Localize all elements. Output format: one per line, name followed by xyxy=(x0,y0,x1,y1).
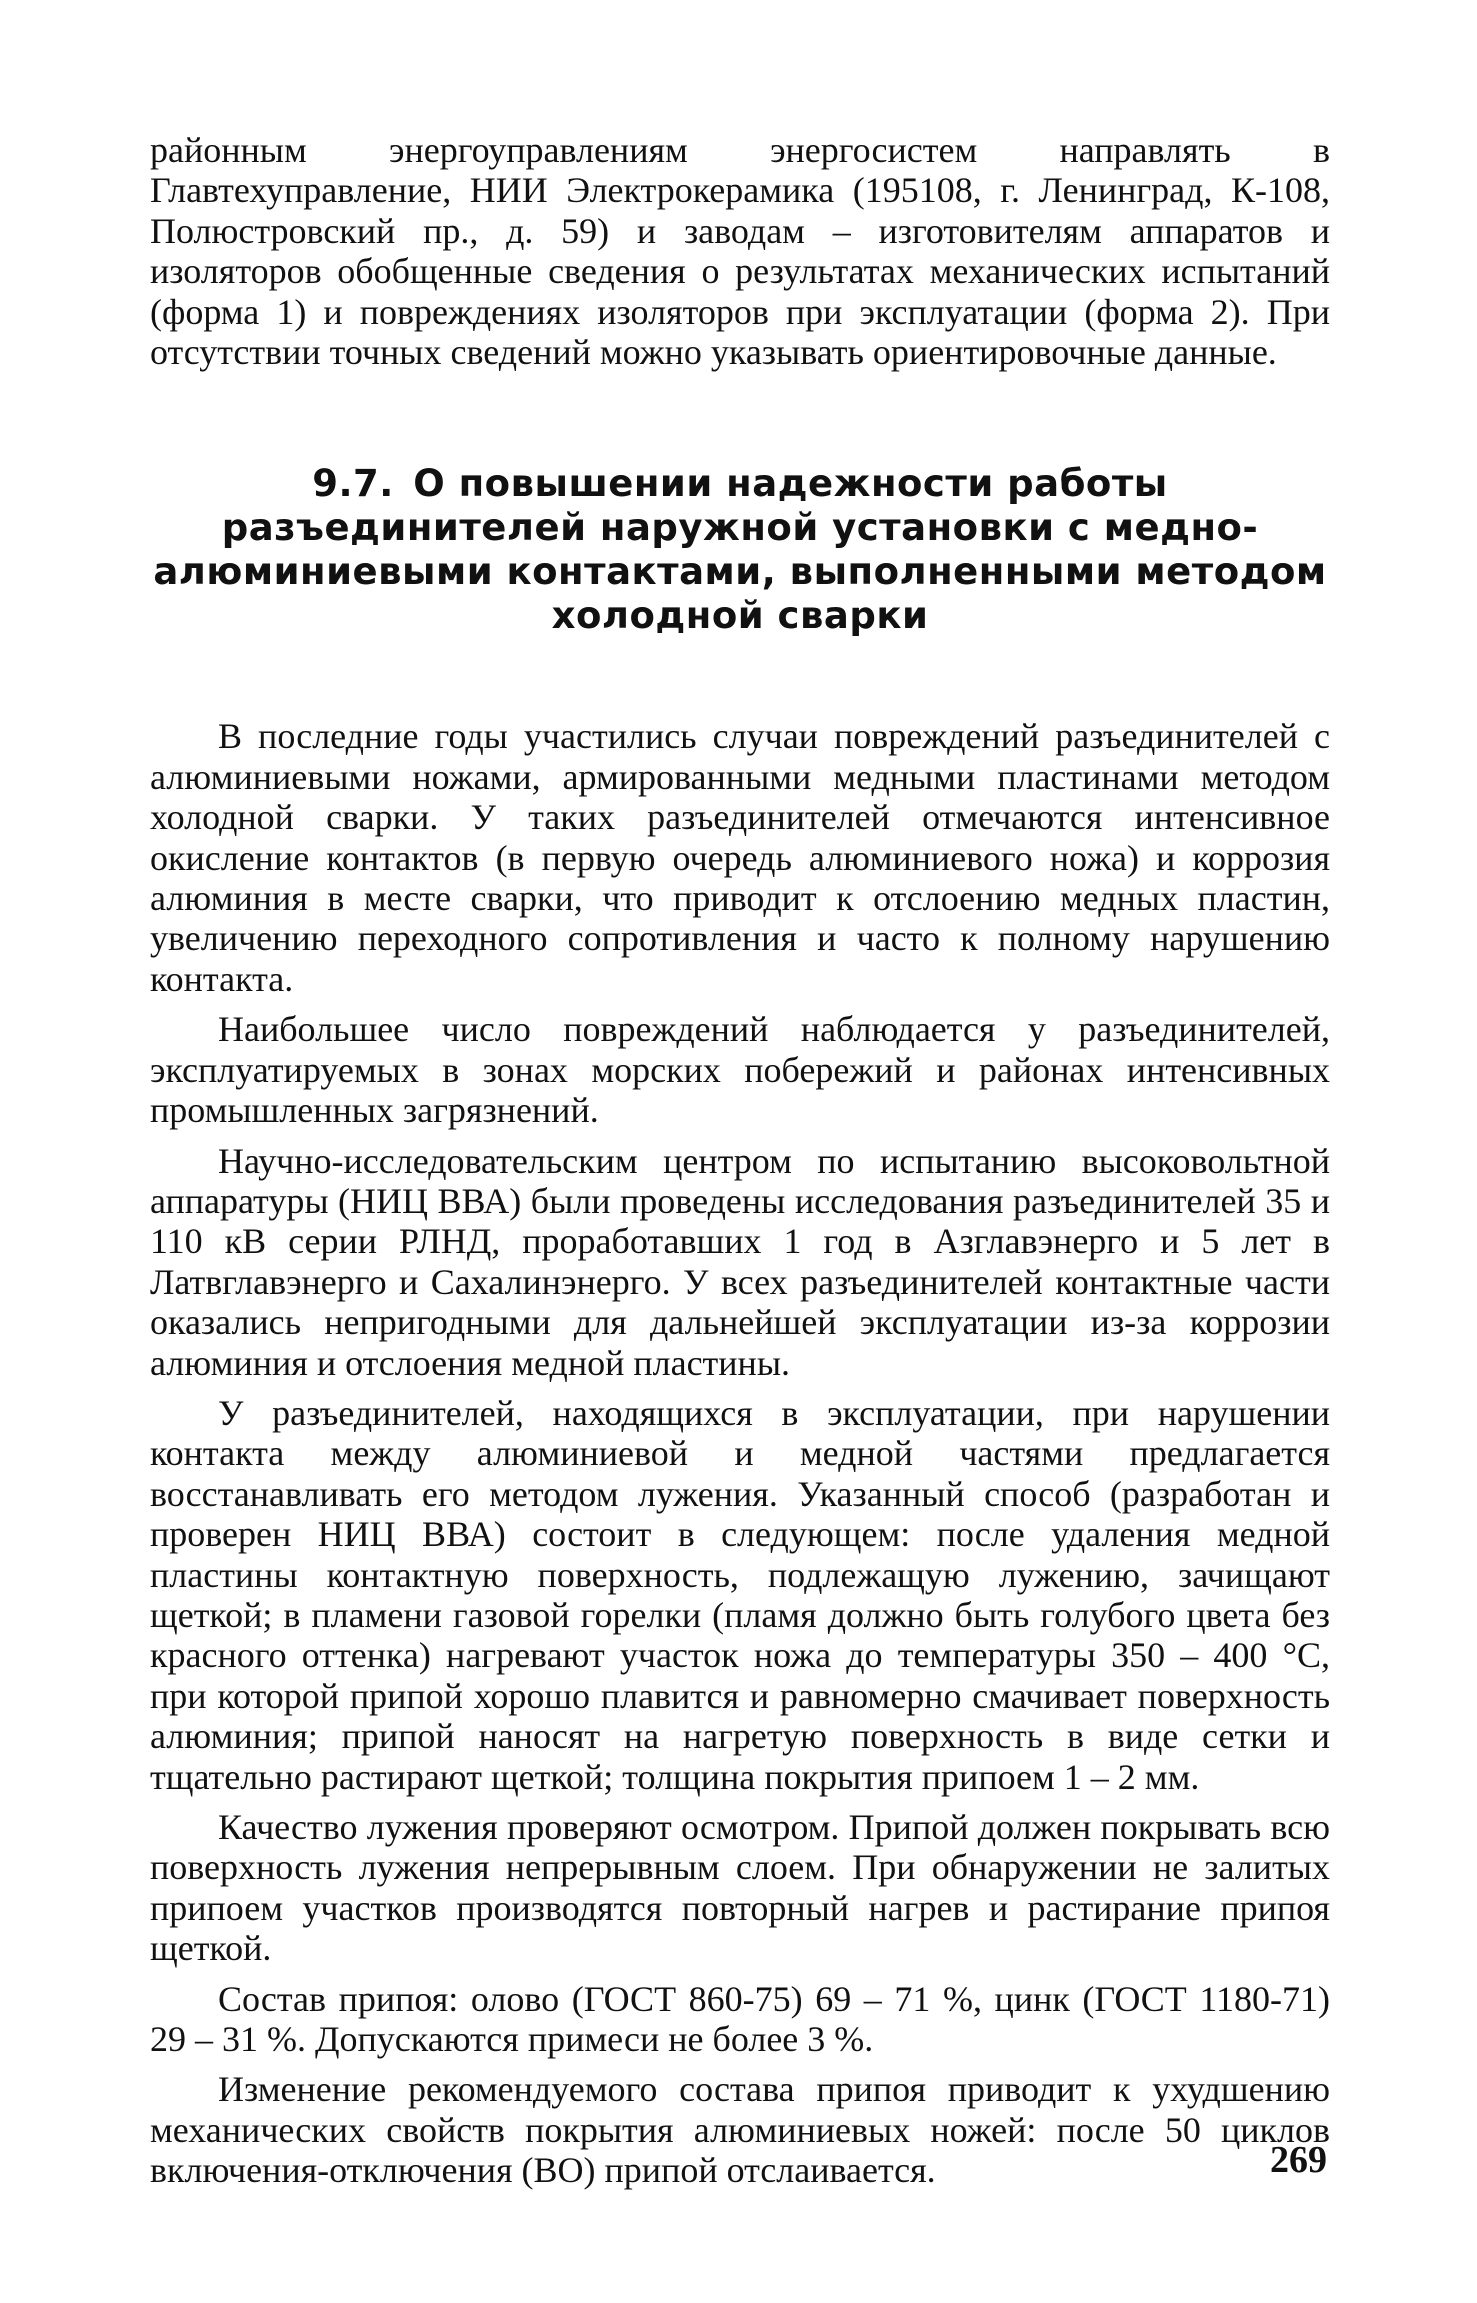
body-paragraph-7: Изменение рекомендуемого состава припоя приводит к ухудшению механических свойств покрытия алюминиевых ножей: после 50 циклов включения-отключения (ВО) припой отслаивается. xyxy=(150,2069,1330,2191)
body-paragraph-3: Научно-исследовательским центром по испытанию высоковольтной аппаратуры (НИЦ ВВА) были проведены исследования разъединителей 35 и 110 кВ серии РЛНД, проработавших 1 год в Азглавэнерго и 5 лет в Латвглавэнерго и Сахалинэнерго. У всех разъединителей контактные части оказались непригодными для дальнейшей эксплуатации из-за коррозии алюминия и отслоения медной пластины. xyxy=(150,1140,1330,1383)
intro-paragraph: районным энергоуправлениям энергосистем направлять в Главтехуправление, НИИ Электрокерамика (195108, г. Ленинград, К-108, Полюстровский пр., д. 59) и заводам – изготовителям аппаратов и изоляторов обобщенные сведения о результатах механических испытаний (форма 1) и повреждениях изоляторов при эксплуатации (форма 2). При отсутствии точных сведений можно указывать ориентировочные данные. xyxy=(150,130,1330,373)
section-number: 9.7. xyxy=(312,462,394,506)
body-paragraph-1: В последние годы участились случаи повреждений разъединителей с алюминиевыми ножами, армированными медными пластинами методом холодной сварки. У таких разъединителей отмечаются интенсивное окисление контактов (в первую очередь алюминиевого ножа) и коррозия алюминия в месте сварки, что приводит к отслоению медных пластин, увеличению переходного сопротивления и часто к полному нарушению контакта. xyxy=(150,716,1330,999)
page-content xyxy=(150,130,1330,2201)
body-paragraph-5: Качество лужения проверяют осмотром. Припой должен покрывать всю поверхность лужения непрерывным слоем. При обнаружении не залитых припоем участков производятся повторный нагрев и растирание припоя щеткой. xyxy=(150,1807,1330,1969)
section-title: О повышении надежности работы разъединителей наружной установки с медно-алюминиевыми контактами, выполненными методом холодной сварки xyxy=(153,462,1327,638)
section-heading xyxy=(150,462,1330,638)
page-number: 269 xyxy=(1270,2139,1327,2181)
body-paragraph-6: Состав припоя: олово (ГОСТ 860-75) 69 – 71 %, цинк (ГОСТ 1180-71) 29 – 31 %. Допускаются примеси не более 3 %. xyxy=(150,1978,1330,2060)
section-body xyxy=(150,716,1330,2190)
body-paragraph-4: У разъединителей, находящихся в эксплуатации, при нарушении контакта между алюминиевой и медной частями предлагается восстанавливать его методом лужения. Указанный способ (разработан и проверен НИЦ ВВА) состоит в следующем: после удаления медной пластины контактную поверхность, подлежащую лужению, зачищают щеткой; в пламени газовой горелки (пламя должно быть голубого цвета без красного оттенка) нагревают участок ножа до температуры 350 – 400 °С, при которой припой хорошо плавится и равномерно смачивает поверхность алюминия; припой наносят на нагретую поверхность в виде сетки и тщательно растирают щеткой; толщина покрытия припоем 1 – 2 мм. xyxy=(150,1392,1330,1797)
body-paragraph-2: Наибольшее число повреждений наблюдается у разъединителей, эксплуатируемых в зонах морских побережий и районах интенсивных промышленных загрязнений. xyxy=(150,1009,1330,1131)
